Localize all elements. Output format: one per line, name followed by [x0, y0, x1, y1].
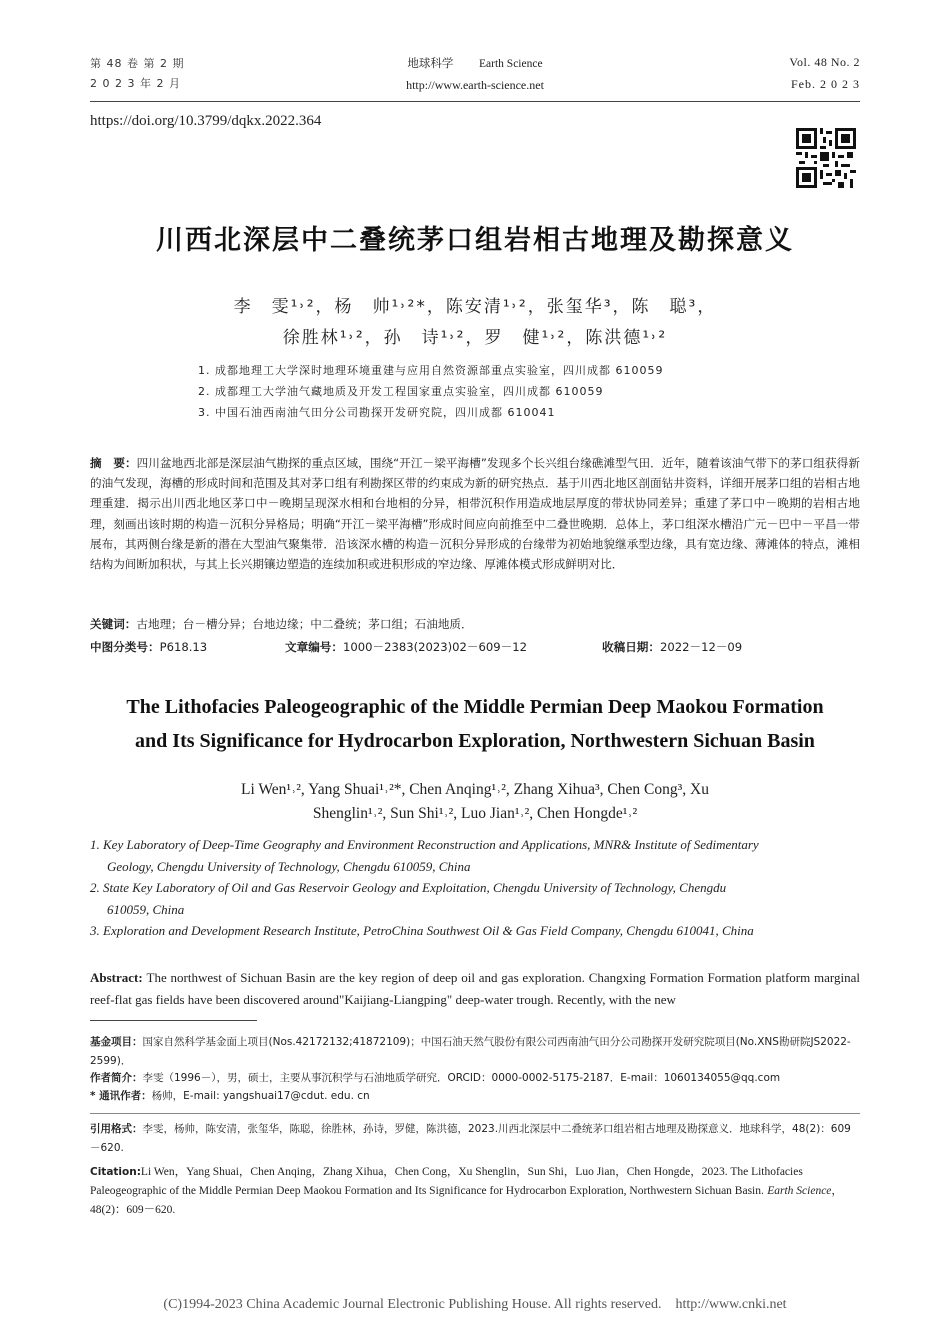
abstract-cn: 摘 要：四川盆地西北部是深层油气勘探的重点区域，围绕“开江－梁平海槽”发现多个长兴组台缘礁滩型气田．近年，随着该油气带下的茅口组获得新的油气发现，海槽的形成时间和范围及其对茅口组有利勘探区带的约束成为新的研究热点．基于川西北地区剖面钻井资料，详细开展茅口组的岩相古地理重建．揭示出川西北地区茅口中－晚期呈现深水相和台地相的分异，相带沉积作用造成地层厚度的带状协同差异；重建了茅口中－晚期的岩相古地理，刻画出该时期的构造－沉积分异格局；明确“开江－梁平海槽”形成时间应向前推至中二叠世晚期．总体上，茅口组深水槽沿广元－巴中－平昌一带展布，其两侧台缘是新的潜在大型油气聚集带．沿该深水槽的构造－沉积分异形成的台缘带为初始地貌继承型边缘，具有宽边缘、薄滩体的特点，滩相结构为间断加积状，与其上长兴期镶边塑造的连续加积或进积形成的窄边缘、厚滩体模式形成鲜明对比． — [90, 456, 860, 572]
title-cn: 川西北深层中二叠统茅口组岩相古地理及勘探意义 — [156, 225, 794, 256]
citation-rule — [90, 1113, 860, 1114]
abstract-en: Abstract: The northwest of Sichuan Basin are the key region of deep oil and gas exploration. Changxing Formation Formation platform marginal reef-flat gas fields have been discovered around"Kaijiang-Liangping" deep-water trough. Recently, with the new — [90, 970, 860, 1007]
title-en: The Lithofacies Paleogeographic of the Middle Permian Deep Maokou Formation and Its Significance for Hydrocarbon Exploration, Northwestern Sichuan Basin — [126, 696, 824, 752]
authors-cn-line2: 徐胜林¹˒²，孙 诗¹˒²，罗 健¹˒²，陈洪德¹˒² — [282, 328, 668, 348]
journal-url[interactable]: http://www.earth-science.net — [406, 78, 544, 92]
citation-cn: 引用格式：李雯，杨帅，陈安清，张玺华，陈聪，徐胜林，孙诗，罗健，陈洪德，2023.川西北深层中二叠统茅口组岩相古地理及勘探意义．地球科学，48(2)：609－620. — [90, 1123, 851, 1154]
authors-en: Li Wen¹˒², Yang Shuai¹˒²*, Chen Anqing¹˒², Zhang Xihua³, Chen Cong³, Xu Shenglin¹˒², Sun Shi¹˒², Luo Jian¹˒², Chen Hongde¹˒² — [241, 781, 709, 822]
author-bio: 作者简介：李雯（1996－），男，硕士，主要从事沉积学与石油地质学研究．ORCID：0000-0002-5175-2187．E-mail：1060134055@qq.com — [90, 1072, 781, 1084]
copyright-footer: (C)1994-2023 China Academic Journal Electronic Publishing House. All rights reserved. http://www.cnki.net — [163, 1297, 787, 1312]
volume-en: Vol. 48 No. 2 — [789, 55, 860, 69]
doi-link[interactable]: https://doi.org/10.3799/dqkx.2022.364 — [90, 113, 322, 129]
affiliation-en-3: 3. Exploration and Development Research Institute, PetroChina Southwest Oil & Gas Field Company, Chengdu 610041, China — [90, 923, 754, 938]
citation-en: Citation:Li Wen，Yang Shuai，Chen Anqing，Zhang Xihua，Chen Cong，Xu Shenglin，Sun Shi，Luo Jian，Chen Hongde，2023. The Lithofacies Paleogeographic of the Middle Permian Deep Maokou Formation and Its Significance for Hydrocarbon Exploration, Northwestern Sichuan Basin. Earth Science，48(2)：609－620. — [90, 1166, 843, 1216]
qr-code-icon — [796, 128, 856, 188]
affiliation-cn-3: 3. 中国石油西南油气田分公司勘探开发研究院，四川成都 610041 — [198, 406, 556, 419]
date-en: Feb. 2 0 2 3 — [791, 77, 860, 91]
affiliation-cn-1: 1. 成都地理工大学深时地理环境重建与应用自然资源部重点实验室，四川成都 610059 — [198, 364, 664, 377]
footnote-rule — [90, 1020, 257, 1021]
funding-note: 基金项目：国家自然科学基金面上项目(Nos.42172132;41872109)；中国石油天然气股份有限公司西南油气田分公司勘探开发研究院项目(No.XNS勘研院JS2022-2599)． — [90, 1036, 851, 1067]
volume-cn: 第 48 卷 第 2 期 — [90, 57, 185, 70]
header-rule — [90, 101, 860, 102]
journal-name: 地球科学 Earth Science — [407, 56, 543, 70]
date-cn: 2 0 2 3 年 2 月 — [90, 77, 181, 90]
abstract-cn-label: 摘 要： — [90, 456, 137, 470]
corresponding-author: * 通讯作者：杨帅，E-mail: yangshuai17@cdut. edu. cn — [90, 1090, 370, 1102]
keywords-cn: 关键词：古地理；台－槽分异；台地边缘；中二叠统；茅口组；石油地质． — [90, 617, 473, 631]
affiliation-en-2: 2. State Key Laboratory of Oil and Gas Reservoir Geology and Exploitation, Chengdu University of Technology, Chengdu 610059, China — [90, 880, 727, 917]
affiliation-en-1: 1. Key Laboratory of Deep-Time Geography and Environment Reconstruction and Applications, MNR& Institute of Sedimentary Geology, Chengdu University of Technology, Chengdu 610059, China — [90, 837, 759, 874]
affiliation-cn-2: 2. 成都理工大学油气藏地质及开发工程国家重点实验室，四川成都 610059 — [198, 385, 604, 398]
authors-cn-line1: 李 雯¹˒²，杨 帅¹˒²*，陈安清¹˒²，张玺华³，陈 聪³， — [233, 297, 717, 317]
